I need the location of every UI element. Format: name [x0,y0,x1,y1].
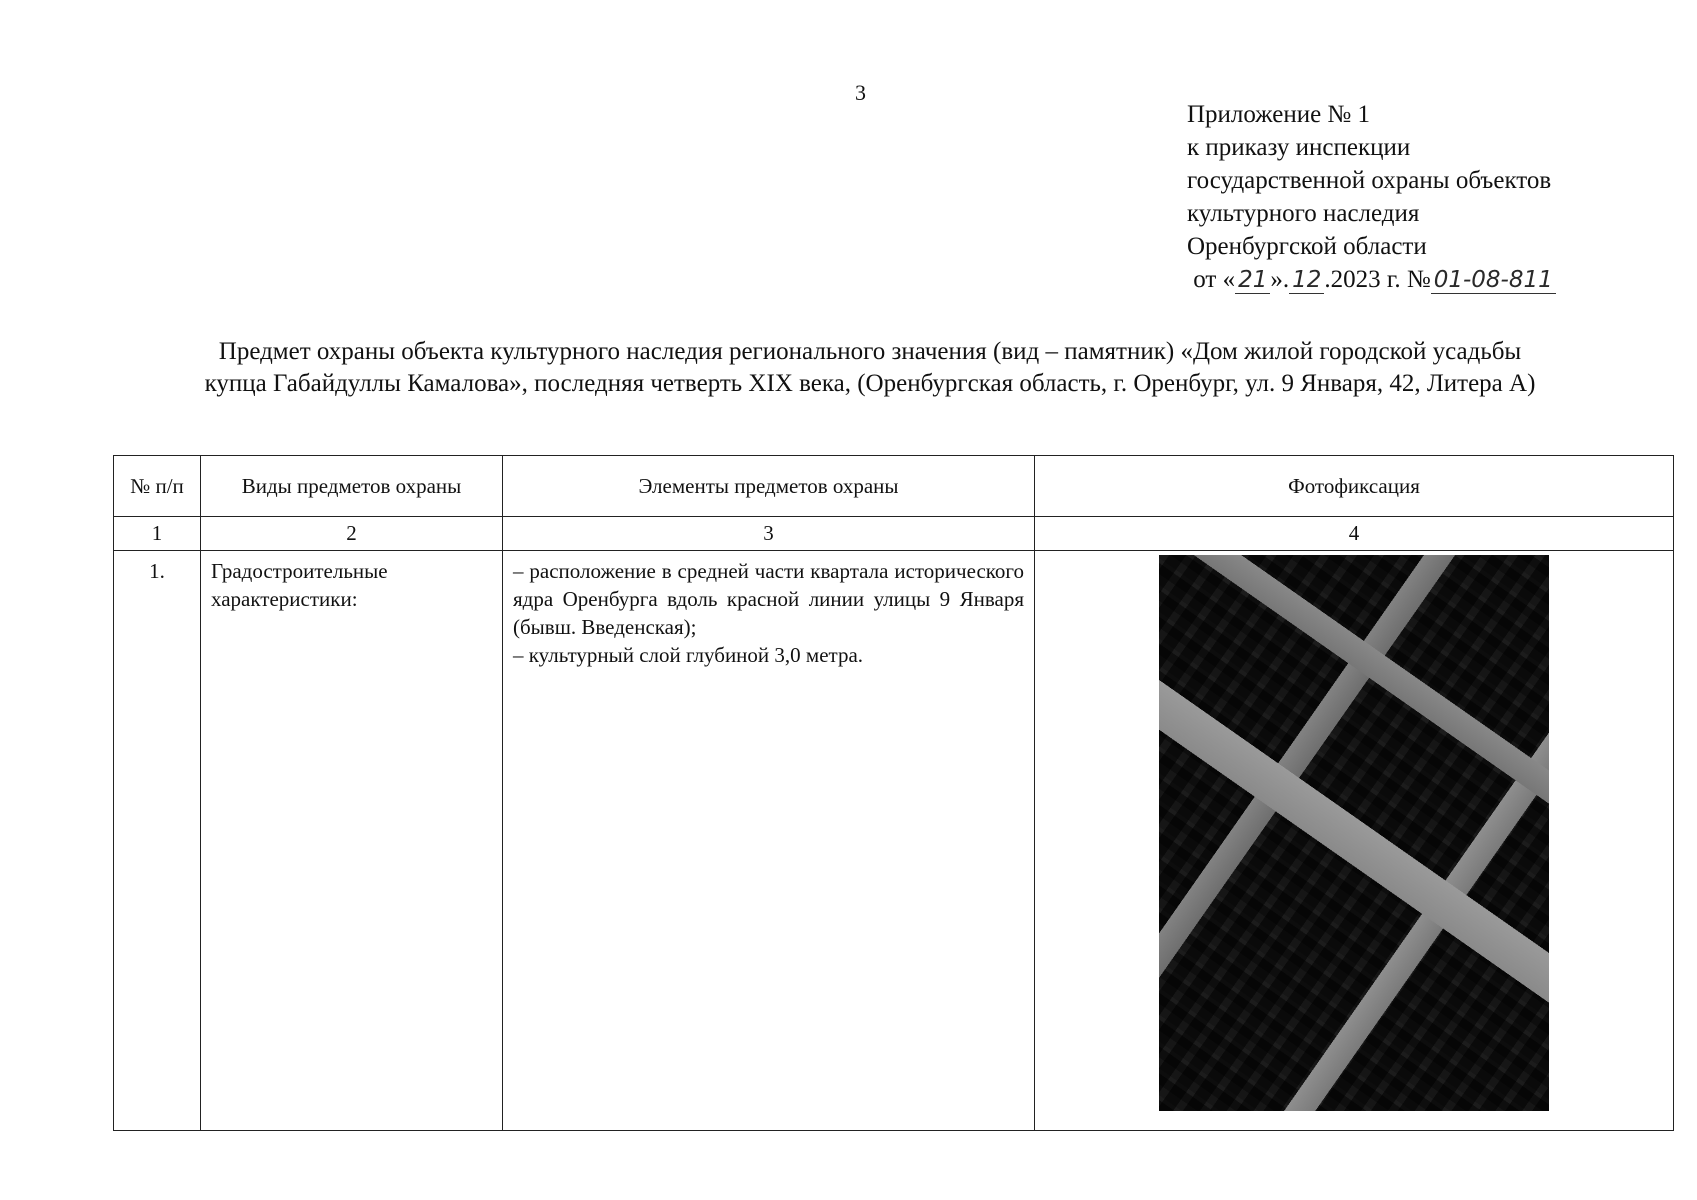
row-elements [503,551,1035,1131]
handwritten-day: 21 [1235,267,1270,294]
document-title [90,336,1650,400]
header-number: № п/п [114,456,201,517]
row-type: Градостроительные характеристики: [201,551,503,1131]
element-item: – расположение в средней части квартала исторического ядра Оренбурга вдоль красной линии улицы 9 Января (бывш. Введенская); [513,559,1024,639]
appendix-header [1187,98,1556,297]
appendix-line: культурного наследия [1187,200,1420,227]
appendix-line: Оренбургской области [1187,233,1427,260]
column-number: 1 [114,517,201,551]
date-year: .2023 г. № [1324,266,1431,293]
column-number: 3 [503,517,1035,551]
column-number: 2 [201,517,503,551]
page-number: 3 [855,80,866,105]
title-line-2: купца Габайдуллы Камалова», последняя четверть XIX века, (Оренбургская область, г. Оренбург, ул. 9 Января, 42, Литера А) [204,370,1536,397]
column-number: 4 [1035,517,1674,551]
handwritten-month: 12 [1289,267,1324,294]
protection-table [113,455,1674,1131]
appendix-line: государственной охраны объектов [1187,167,1552,194]
table-header-row [114,456,1674,517]
appendix-line: Приложение № 1 [1187,101,1371,128]
date-prefix: от « [1193,266,1236,293]
handwritten-order-number: 01-08-811 [1431,267,1556,294]
appendix-date-line [1187,263,1556,297]
table-row [114,551,1674,1131]
header-elements: Элементы предметов охраны [503,456,1035,517]
header-type: Виды предметов охраны [201,456,503,517]
row-photo-cell [1035,551,1674,1131]
row-number: 1. [114,551,201,1131]
appendix-line: к приказу инспекции [1187,134,1411,161]
column-number-row [114,517,1674,551]
title-line-1: Предмет охраны объекта культурного наследия регионального значения (вид – памятник) «Дом жилой городской усадьбы [218,338,1522,365]
aerial-photo [1159,555,1549,1111]
header-photo: Фотофиксация [1035,456,1674,517]
element-item: – культурный слой глубиной 3,0 метра. [513,643,864,667]
date-mid: ». [1270,266,1290,293]
